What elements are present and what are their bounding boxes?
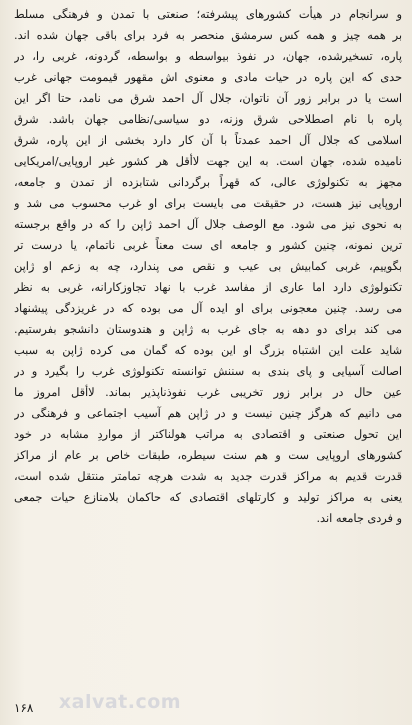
text-line: پاره با نام اصطلاحی شرق وزنه، دو سیاسی/نظامی جهان باشد. شرق xyxy=(14,113,402,126)
page-number: ۱۶۸ xyxy=(14,701,34,715)
text-line: می کند برای دو دهه به جای غرب به ژاپن و هندوستان دانشجو بفرستیم. xyxy=(14,323,402,336)
text-line: اروپایی نیز هست، در حقیقت می بایست برای او غرب محسوب می شد و xyxy=(14,197,402,210)
body-text xyxy=(14,4,402,529)
text-line: شاید علت این اشتباه بزرگ او این بوده که گمان می کرده ژاپن به سبب xyxy=(14,344,402,357)
text-line: اسلامی که جلال آل احمد عمدتاً با آن کار دارد بخشی از این پاره، شرق xyxy=(14,134,402,147)
text-line: قدرت قدیم به مراکز قدرت جدید به شدت هرچه تمامتر منتقل شده است، xyxy=(14,470,402,483)
text-line: پاره، تسخیرشده، جهان، در نفوذ بیواسطه و بواسطه، گردونه، غربی را، در xyxy=(14,50,402,63)
text-line: است یا در برابر زور آن ناتوان، جلال آل احمد شرق می نامد، حتا اگر این xyxy=(14,92,402,105)
text-line: یعنی به مراکز تولید و کارتلهای اقتصادی که حاکمان بلامنازع حیات جمعی xyxy=(14,491,402,504)
text-line: نامیده شده، جهان است. به این جهت لاأقل هر کشور غیر اروپایی/امریکایی xyxy=(14,155,402,168)
text-line: به نحوی نیز می شود. مع الوصف جلال آل احمد ژاپن را که در واقع برجسته xyxy=(14,218,402,231)
text-line: عین حال در برابر زور تخریبی غرب نفوذناپذیر بماند. لاأقل امروز ما xyxy=(14,386,402,399)
text-line: و سرانجام در هیأت کشورهای پیشرفته؛ صنعتی با تمدن و فرهنگی مسلط xyxy=(14,8,402,21)
text-line: بر همه چیز و همه کس سرمشق منحصر به فرد برای باقی جهان شده اند. xyxy=(14,29,402,42)
text-line: می رسد. چنین معجونی برای او ایده آل می بوده که در غریزدگی پیشنهاد xyxy=(14,302,402,315)
text-line: و فردی جامعه اند. xyxy=(316,512,402,525)
watermark: xalvat.com xyxy=(58,691,182,713)
text-line: می دانیم که هرگز چنین نیست و در ژاپن هم آسیب اجتماعی و فرهنگی در xyxy=(14,407,402,420)
text-line: بگوییم، غربی کمابیش بی عیب و نقص می پندارد، چه به زعم او ژاپن xyxy=(14,260,402,273)
text-line: ترین نمونه، چنین کشور و جامعه ای ست معناً غربی ناتمام، یا درست تر xyxy=(14,239,402,252)
text-line: مجهز به تکنولوژی عالی، که قهراً برگردانی شتابزده از تمدن و جامعه، xyxy=(14,176,402,189)
text-line: این تحول صنعتی و اقتصادی به مراتب هولناکتر از مواردِ مشابه در خود xyxy=(14,428,402,441)
text-line: کشورهای اروپایی ست و هم سنت سیطره، طبقات خاص بر عام از مراکز xyxy=(14,449,402,462)
text-line: حدی که این پاره در حیات مادی و معنوی اش مقهور قیمومت جهانی غرب xyxy=(14,71,402,84)
text-line: اصالت آسیایی و پای بندی به سننش توانسته تکنولوژی غرب را بگیرد و در xyxy=(14,365,402,378)
text-line: تکنولوژی دارد اما عاری از مفاسد غرب با نهاد تجاوزکارانه، غربی به نظر xyxy=(14,281,402,294)
